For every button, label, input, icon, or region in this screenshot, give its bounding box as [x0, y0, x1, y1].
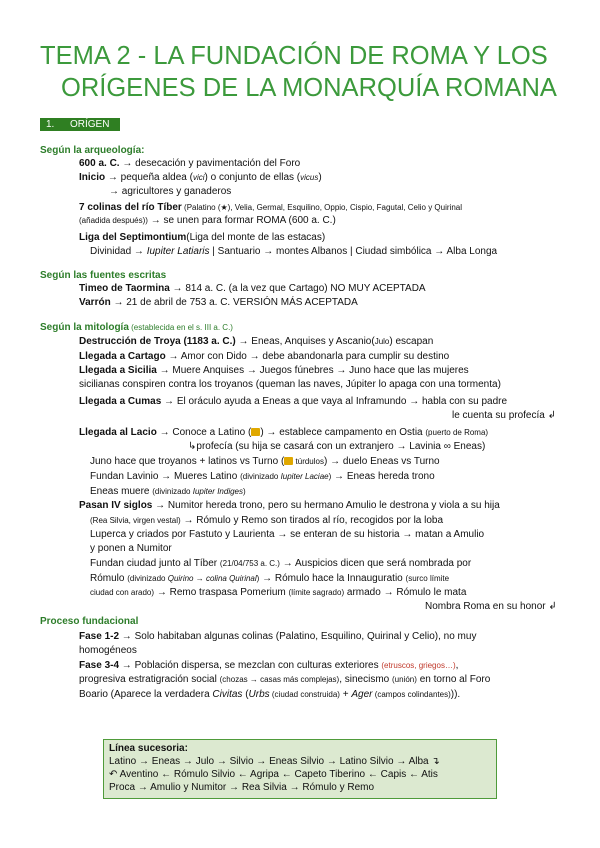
mito-iv-3: Luperca y criados por Fastuto y Laurienta → se enteran de su historia → matan a Amulio: [90, 529, 485, 540]
mito-troya: Destrucción de Troya (1183 a. C.) → Eneas, Anquises y Ascanio(Julo) escapan: [79, 336, 434, 347]
proceso-f34: Fase 3-4 → Población dispersa, se mezclan con culturas exteriores (etruscos, griegos…),: [79, 660, 459, 671]
mito-lacio-2: ↳profecía (su hija se casará con un extranjero → Lavinia ∞ Eneas): [188, 441, 486, 452]
succession-line-1: Latino → Eneas → Julo → Silvio → Eneas Silvio → Latino Silvio → Alba ↴: [109, 756, 440, 767]
mito-iv-8: Nombra Roma en su honor ↲: [425, 601, 557, 612]
proceso-f34-3: Boario (Aparece la verdadera Civitas (Urbs (ciudad construida) + Ager (campos colindantes))).: [79, 689, 461, 700]
mito-iv-4: y ponen a Numitor: [90, 543, 172, 554]
arq-line-7: Divinidad → Iupiter Latiaris | Santuario → montes Albanos | Ciudad simbólica → Alba Longa: [90, 246, 498, 257]
mito-cartago: Llegada a Cartago → Amor con Dido → debe abandonarla para cumplir su destino: [79, 351, 450, 362]
mito-sicilia-2: sicilianas conspiren contra los troyanos (queman las naves, Júpiter lo apaga con una tormenta): [79, 379, 501, 390]
page-title: [40, 40, 580, 104]
arq-line-4: 7 colinas del río Tíber (Palatino (★), Velia, Germal, Esquilino, Oppio, Cispio, Fagutal, Celio y Quirinal: [79, 202, 462, 213]
mito-lacio: Llegada al Lacio → Conoce a Latino ( ) → establece campamento en Ostia (puerto de Roma): [79, 427, 489, 438]
fuentes-line-2: Varrón → 21 de abril de 753 a. C. VERSIÓN MÁS ACEPTADA: [79, 297, 358, 308]
mito-iv-6: Rómulo (divinizado Quirino → colina Quirinal) → Rómulo hace la Innauguratio (surco límite: [90, 573, 450, 584]
succession-box: [103, 739, 497, 799]
mito-iv: Pasan IV siglos → Numitor hereda trono, pero su hermano Amulio le destrona y viola a su hija: [79, 500, 500, 511]
heading-proceso: Proceso fundacional: [40, 616, 139, 627]
title-line-1: TEMA 2 - LA FUNDACIÓN DE ROMA Y LOS: [40, 42, 548, 70]
mito-lacio-4: Fundan Lavinio → Mueres Latino (divinizado Iupiter Laciae) → Eneas hereda trono: [90, 471, 435, 482]
heading-mitologia: Según la mitología (establecida en el s. III a. C.): [40, 322, 233, 333]
mito-lacio-5: Eneas muere (divinizado Iupiter Indiges): [90, 486, 246, 497]
arq-line-3: → agricultores y ganaderos: [109, 186, 232, 197]
heading-fuentes: Según las fuentes escritas: [40, 270, 167, 281]
proceso-f34-2: progresiva estratigración social (chozas → casas más complejas), sinecismo (unión) en torno al Foro: [79, 674, 491, 685]
mito-iv-7: ciudad con arado) → Remo traspasa Pomerium (límite sagrado) armado → Rómulo le mata: [90, 587, 467, 598]
mito-cumas-2: le cuenta su profecía ↲: [452, 410, 556, 421]
proceso-f12: Fase 1-2 → Solo habitaban algunas colinas (Palatino, Esquilino, Quirinal y Celio), no muy: [79, 631, 477, 642]
arq-line-6: Liga del Septimontium(Liga del monte de las estacas): [79, 232, 326, 243]
arq-line-1: 600 a. C. → desecación y pavimentación del Foro: [79, 158, 301, 169]
crown-icon: [251, 428, 260, 436]
succession-heading: Línea sucesoria:: [109, 743, 188, 754]
mito-iv-2: (Rea Silvia, virgen vestal) → Rómulo y Remo son tirados al río, recogidos por la loba: [90, 515, 444, 526]
fuentes-line-1: Timeo de Taormina → 814 a. C. (a la vez que Cartago) NO MUY ACEPTADA: [79, 283, 426, 294]
section-badge: [40, 118, 120, 131]
arq-line-5: (añadida después)) → se unen para formar ROMA (600 a. C.): [79, 215, 336, 226]
heading-arqueologia: Según la arqueología:: [40, 145, 145, 156]
mito-iv-5: Fundan ciudad junto al Tíber (21/04/753 a. C.) → Auspicios dicen que será nombrada por: [90, 558, 472, 569]
mito-sicilia: Llegada a Sicilia → Muere Anquises → Juegos fúnebres → Juno hace que las mujeres: [79, 365, 469, 376]
succession-line-3: Proca → Amulio y Numitor → Rea Silvia → Rómulo y Remo: [109, 782, 375, 793]
proceso-f12-2: homogéneos: [79, 645, 137, 656]
arq-line-2: Inicio → pequeña aldea (vici) o conjunto de ellas (vicus): [79, 172, 322, 183]
mito-lacio-3: Juno hace que troyanos + latinos vs Turno ( túrdulos) → duelo Eneas vs Turno: [90, 456, 440, 467]
section-label: ORÍGEN: [70, 119, 110, 130]
section-number: 1.: [46, 119, 55, 130]
succession-line-2: ↶ Aventino ← Rómulo Silvio ← Agripa ← Capeto Tiberino ← Capis ← Atis: [109, 769, 438, 780]
crown-icon: [284, 457, 293, 465]
mito-cumas: Llegada a Cumas → El oráculo ayuda a Eneas a que vaya al Inframundo → habla con su padre: [79, 396, 508, 407]
title-line-2: ORÍGENES DE LA MONARQUÍA ROMANA: [61, 74, 557, 102]
